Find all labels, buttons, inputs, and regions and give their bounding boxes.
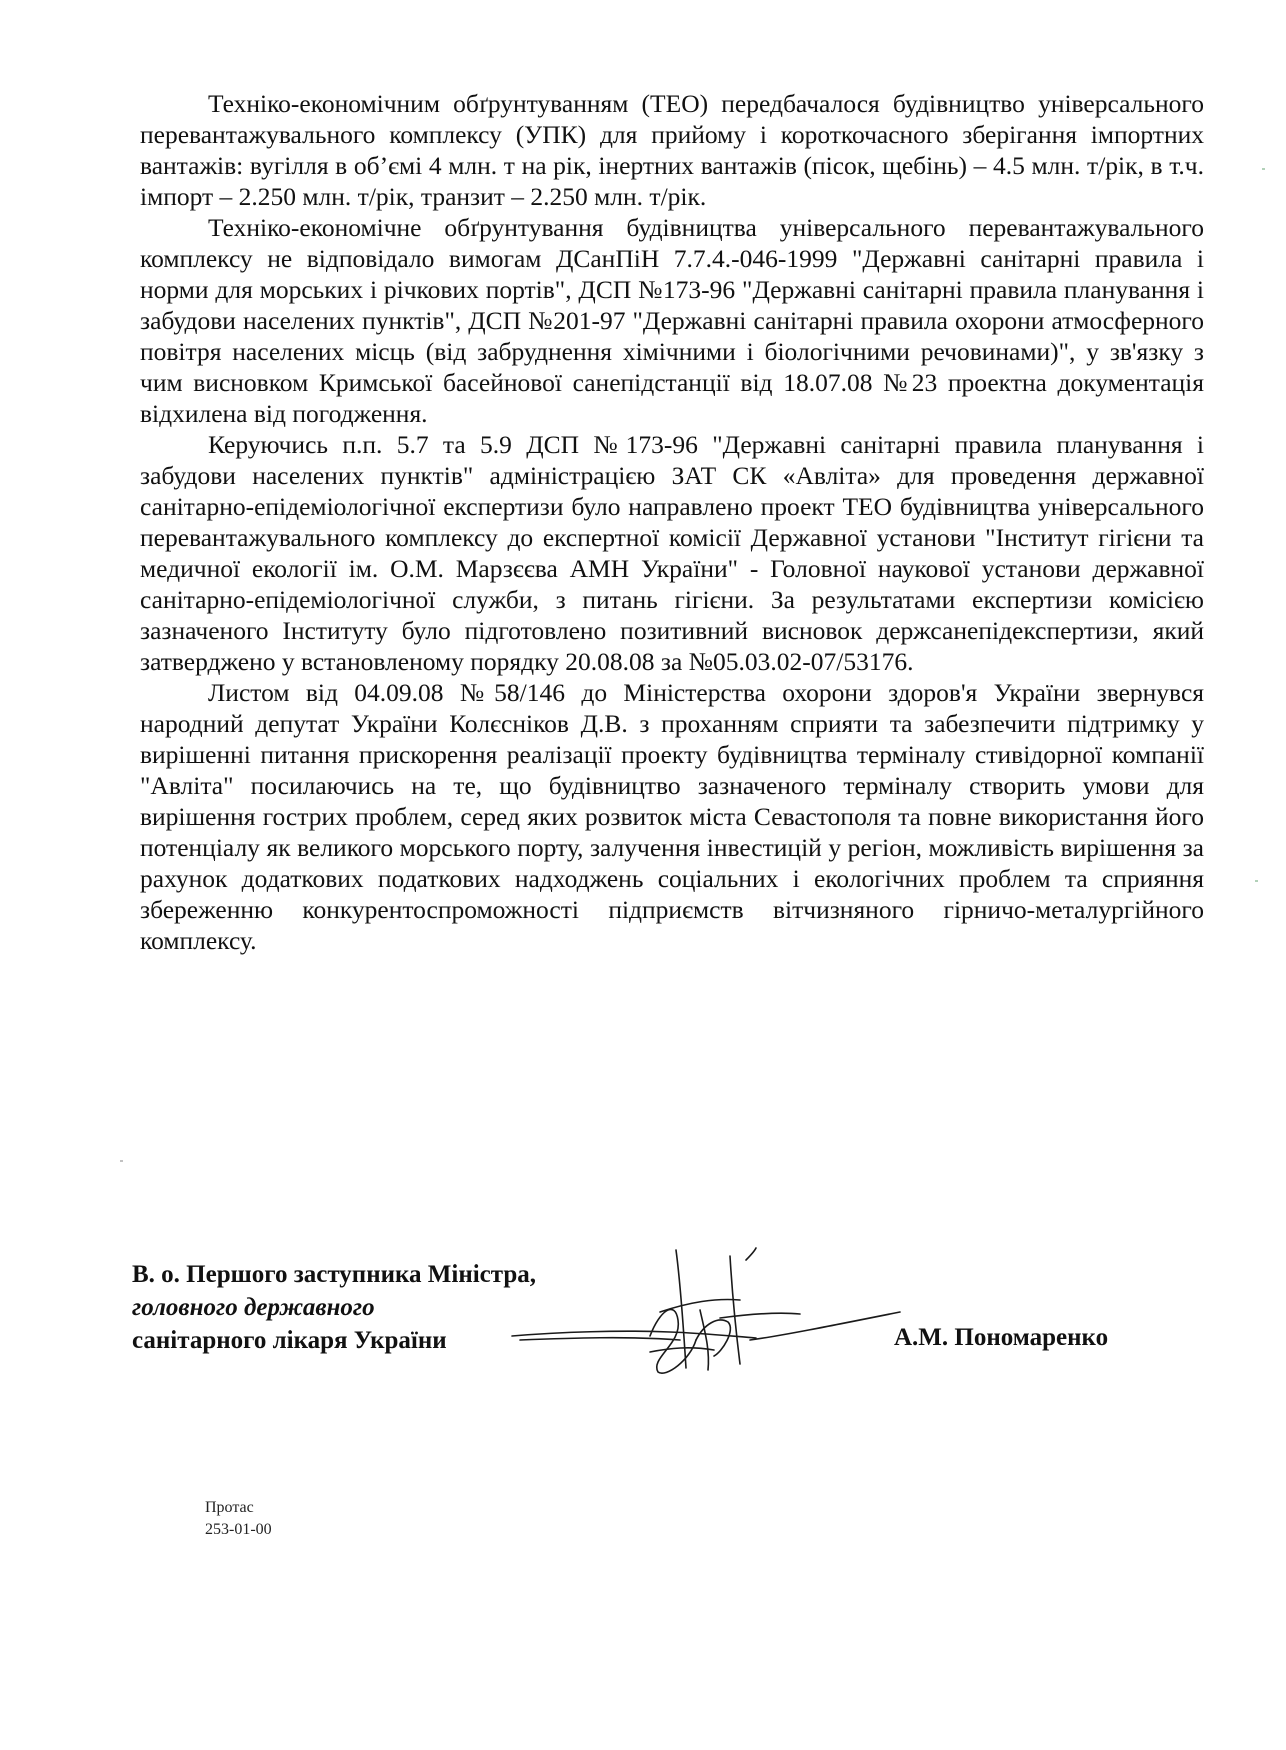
- scan-speck: [1262, 168, 1265, 170]
- paragraph-teo-summary: Техніко-економічним обґрунтуванням (ТЕО) передбачалося будівництво універсального перевантажувального комплексу (УПК) для прийому і короткочасного зберігання імпортних вантажів: вугілля в об’ємі 4 млн. т на рік, інертних вантажів (пісок, щебінь) – 4.5 млн. т/рік, в т.ч. імпорт – 2.250 млн. т/рік, транзит – 2.250 млн. т/рік.: [140, 89, 1204, 211]
- paragraph-teo-noncompliance: Техніко-економічне обґрунтування будівництва універсального перевантажувального комплексу не відповідало вимогам ДСанПіН 7.7.4.-046-1999 "Державні санітарні правила і норми для морських і річкових портів", ДСП №173-96 "Державні санітарні правила планування і забудови населених пунктів", ДСП №201-97 "Державні санітарні правила охорони атмосферного повітря населених місць (від забруднення хімічними і біологічними речовинами)", у зв'язку з чим висновком Кримської басейнової санепідстанції від 18.07.08 №23 проектна документація відхилена від погодження.: [140, 213, 1204, 428]
- scan-speck: [1255, 880, 1258, 882]
- signatory-name: А.М. Пономаренко: [894, 1324, 1109, 1351]
- paragraph-deputy-letter: Листом від 04.09.08 №58/146 до Міністерства охорони здоров'я України звернувся народний депутат України Колєсніков Д.В. з проханням сприяти та забезпечити підтримку у вирішенні питання прискорення реалізації проекту будівництва терміналу стивідорної компанії "Авліта" посилаючись на те, що будівництво зазначеного терміналу створить умови для вирішення гострих проблем, серед яких розвиток міста Севастополя та повне використання його потенціалу як великого морського порту, залучення інвестицій у регіон, можливість вирішення за рахунок додаткових податкових надходжень соціальних і екологічних проблем та сприяння збереженню конкурентоспроможності підприємств вітчизняного гірничо-металургійного комплексу.: [140, 678, 1204, 955]
- executor-phone: 253-01-00: [205, 1521, 272, 1538]
- executor-name: Протас: [205, 1499, 254, 1516]
- executor-info: [205, 1497, 272, 1541]
- signatory-title: [132, 1258, 536, 1357]
- signatory-title-line3: санітарного лікаря України: [132, 1327, 447, 1354]
- letter-body: [140, 88, 1204, 956]
- paragraph-expertise: Керуючись п.п. 5.7 та 5.9 ДСП №173-96 "Державні санітарні правила планування і забудови населених пунктів" адміністрацією ЗАТ СК «Авліта» для проведення державної санітарно-епідеміологічної експертизи було направлено проект ТЕО будівництва універсального перевантажувального комплексу до експертної комісії Державної установи "Інститут гігієни та медичної екології ім. О.М. Марзєєва АМН України" - Головної наукової установи державної санітарно-епідеміологічної служби, з питань гігієни. За результатами експертизи комісією зазначеного Інституту було підготовлено позитивний висновок держсанепідекспертизи, який затверджено у встановленому порядку 20.08.08 за №05.03.02-07/53176.: [140, 430, 1204, 676]
- scan-speck: [120, 1160, 123, 1162]
- signatory-title-line2: головного державного: [132, 1294, 375, 1321]
- signatory-title-line1: В. о. Першого заступника Міністра,: [132, 1261, 537, 1288]
- handwritten-signature: [500, 1240, 920, 1380]
